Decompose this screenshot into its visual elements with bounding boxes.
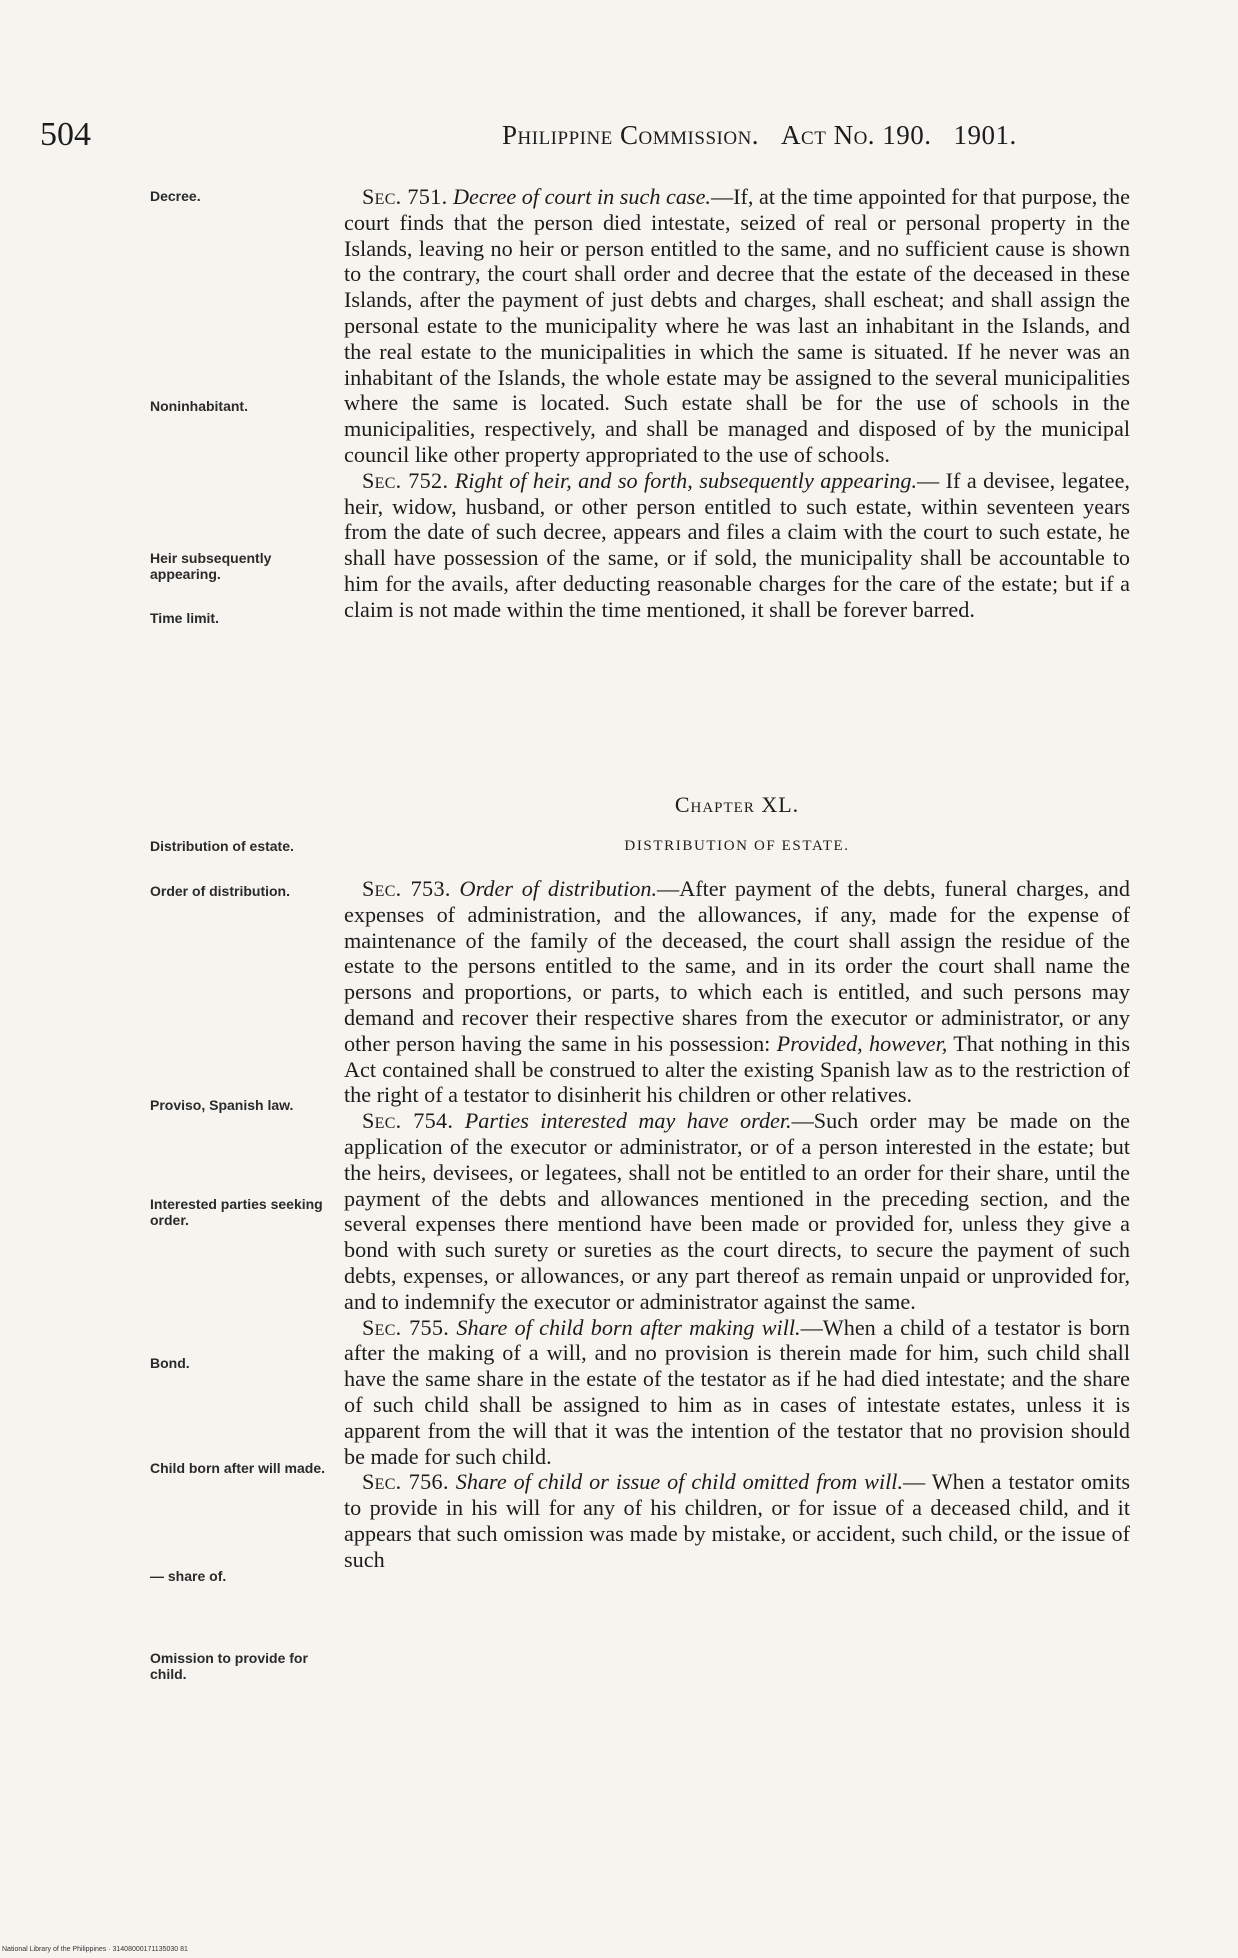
proviso-phrase: Provided, however, [776,1030,948,1056]
margin-note-interested-parties: Interested parties seeking order. [150,1196,323,1228]
section-body: — If a devisee, legatee, heir, widow, husband, or other person entitled to such estate, within seventeen years from the date of such decree, appears and files a claim with the court to such estate, he shall have possession of the same, or if sold, the municipality shall be accountable to him for the avails, after deducting reasonable charges for the care of the estate; but if a claim is not made within the time mentioned, it shall be forever barred. [344,467,1130,622]
page-number: 504 [40,116,91,153]
margin-note-share-of: — share of. [150,1568,227,1584]
section-753 [344,876,1130,1108]
library-stamp: National Library of the Philippines · 31408000171135030 81 [2,1946,188,1953]
margin-note-order-distribution: Order of distribution. [150,883,290,899]
margin-note-child-born: Child born after will made. [150,1460,326,1476]
margin-note-heir-appearing: Heir subsequently appearing. [150,550,272,582]
running-head-commission: Philippine Commission. [502,120,760,150]
margin-note-bond: Bond. [150,1355,190,1371]
running-head-year: 1901. [953,120,1017,150]
margin-note-omission: Omission to provide for child. [150,1650,308,1682]
section-title: Share of child or issue of child omitted from will. [455,1469,904,1495]
margin-note-distribution: Distribution of estate. [150,838,294,854]
section-752 [344,468,1130,623]
section-number: Sec. 754. [362,1108,454,1134]
section-number: Sec. 752. [362,467,449,493]
section-751 [344,184,1130,468]
section-756 [344,1469,1130,1572]
section-754 [344,1108,1130,1314]
section-body: — When a testator omits to provide in his will for any of his children, or for issue of a deceased child, and it appears that such omission was made by mistake, or accident, such child, or the issue of such [344,1469,1131,1572]
section-number: Sec. 751. [362,184,448,209]
margin-note-time-limit: Time limit. [150,610,219,626]
section-title: Decree of court in such case. [452,184,711,209]
section-755 [344,1315,1130,1470]
margin-note-decree: Decree. [150,188,201,204]
section-number: Sec. 755. [362,1314,450,1340]
chapter-title: Chapter XL. [674,792,800,817]
section-title: Share of child born after making will. [456,1314,801,1340]
section-number: Sec. 753. [362,876,451,901]
margin-note-proviso: Proviso, Spanish law. [150,1097,294,1113]
section-title: Order of distribution. [459,876,657,901]
section-body: —If, at the time appointed for that purpose, the court finds that the person died intestate, seized of real or personal property in the Islands, leaving no heir or person entitled to the same, and no sufficient cause is shown to the contrary, the court shall order and decree that the estate of the deceased in these Islands, after the payment of just debts and charges, shall escheat; and shall assign the personal estate to the municipality where he was last an inhabitant in the Islands, and the real estate to the municipalities in which the same is situated. If he never was an inhabitant of the Islands, the whole estate may be assigned to the several municipalities where the same is located. Such estate shall be for the use of schools in the municipalities, respectively, and shall be managed and disposed of by the municipal council like other property appropriated to the use of schools. [344,184,1130,467]
margin-note-noninhabitant: Noninhabitant. [150,398,248,414]
text-block-sections-751-752 [344,184,1130,623]
section-body: —When a child of a testator is born after the making of a will, and no provision is therein made for him, such child shall have the same share in the estate of the testator as if he had died intestate; and the share of such child shall be assigned to him as in cases of intestate estates, unless it is apparent from the will that it was the intention of the testator that no provision should be made for such child. [344,1314,1131,1469]
section-body: —Such order may be made on the application of the executor or administrator, or of a person interested in the estate; but the heirs, devisees, or legatees, shall not be entitled to an order for their share, until the payment of the debts and allowances mentioned in the preceding section, and the several expenses there mentiond have been made or provided for, unless they give a bond with such surety or sureties as the court directs, to secure the payment of such debts, expenses, or allowances, or any part thereof as remain unpaid or unprovided for, and to indemnify the executor or administrator against the same. [344,1108,1131,1314]
section-number: Sec. 756. [362,1469,449,1495]
page-header [40,116,1040,160]
section-title: Parties interested may have order. [464,1108,792,1134]
running-head-act: Act No. 190. [781,120,932,150]
running-head [502,120,1017,151]
section-title: Right of heir, and so forth, subsequently appearing. [454,467,917,493]
chapter-subtitle: DISTRIBUTION OF ESTATE. [624,838,850,854]
section-body: —After payment of the debts, funeral charges, and expenses of administration, and the allowances, if any, made for the expense of maintenance of the family of the deceased, the court shall assign the residue of the estate to the persons entitled to the same, and in its order the court shall name the persons and proportions, or parts, to which each is entitled, and such persons may demand and recover their respective shares from the executor or administrator, or any other person having the same in his possession: [344,876,1130,1056]
text-block-sections-753-756 [344,876,1130,1573]
section-body-continued: That nothing in this Act contained shall be construed to alter the existing Spanish law as to the restriction of the right of a testator to disinherit his children or other relatives. [344,1030,1130,1108]
